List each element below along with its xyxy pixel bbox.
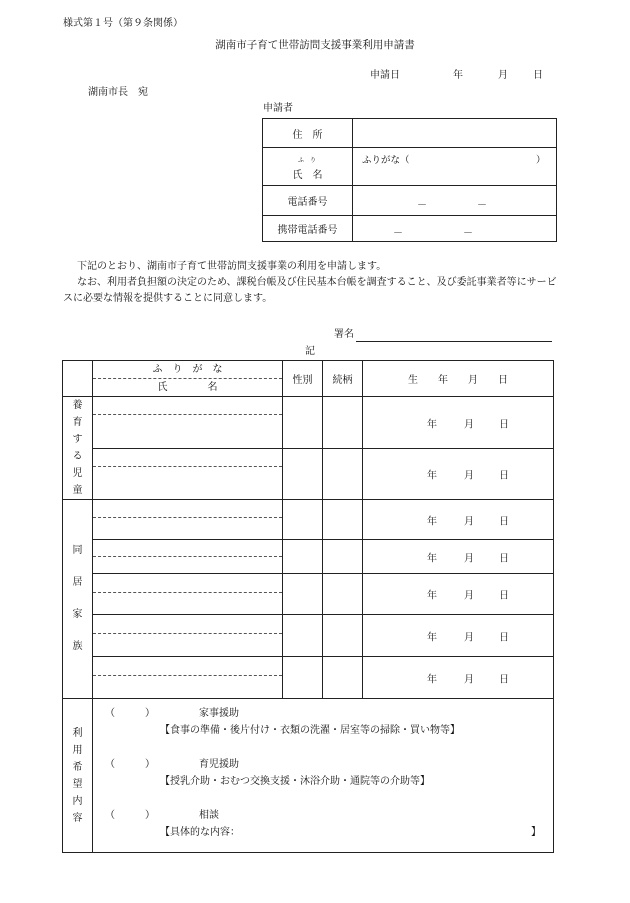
name-label: 氏 名 bbox=[292, 170, 323, 181]
usage-item2-checkbox[interactable]: （ ） bbox=[105, 759, 155, 770]
usage-item1-detail: 【食事の準備・後片付け・衣類の洗濯・居室等の掃除・買い物等】 bbox=[160, 725, 460, 736]
family-name-cell-2[interactable] bbox=[93, 540, 283, 574]
members-table bbox=[62, 360, 554, 853]
application-date-label: 申請日 bbox=[370, 70, 400, 81]
family-name-cell-5[interactable] bbox=[93, 657, 283, 699]
header-name: 氏 名 bbox=[157, 382, 218, 393]
addressee: 湖南市長 宛 bbox=[88, 87, 148, 98]
usage-item2-label: 育児援助 bbox=[199, 759, 239, 770]
child-name-cell-1[interactable] bbox=[93, 397, 283, 449]
name-field[interactable] bbox=[353, 148, 557, 186]
family-relation-3[interactable] bbox=[323, 574, 363, 615]
month-label: 月 bbox=[464, 419, 474, 430]
day-label: 日 bbox=[499, 674, 509, 685]
family-sex-4[interactable] bbox=[283, 615, 323, 657]
usage-item3-label: 相談 bbox=[199, 810, 219, 821]
month-label: 月 bbox=[464, 470, 474, 482]
year-label: 年 bbox=[427, 674, 437, 685]
applicant-table bbox=[262, 118, 557, 242]
address-field[interactable] bbox=[353, 119, 557, 148]
mobile-label: 携帯電話番号 bbox=[263, 216, 353, 242]
usage-item1-checkbox[interactable]: （ ） bbox=[105, 708, 155, 719]
phone-field[interactable] bbox=[353, 186, 557, 216]
month-label: 月 bbox=[464, 674, 474, 685]
name-label-cell bbox=[263, 148, 353, 186]
family-name-cell-1[interactable] bbox=[93, 500, 283, 540]
document-title: 湖南市子育て世帯訪問支援事業利用申請書 bbox=[215, 39, 415, 51]
usage-item3-close: 】 bbox=[531, 827, 541, 838]
date-month-label: 月 bbox=[498, 70, 508, 81]
header-relation: 続柄 bbox=[323, 361, 363, 397]
family-birth-2[interactable] bbox=[363, 540, 554, 574]
phone-dash-2: － bbox=[477, 200, 487, 211]
mobile-dash-1: － bbox=[393, 228, 403, 239]
child-sex-2[interactable] bbox=[283, 449, 323, 500]
declaration-line-2: なお、利用者負担額の決定のため、課税台帳及び住民基本台帳を調査すること、及び委託事業者等にサービスに必要な情報を提供することに同意します。 bbox=[63, 277, 557, 304]
family-relation-2[interactable] bbox=[323, 540, 363, 574]
header-sex: 性別 bbox=[283, 361, 323, 397]
family-relation-4[interactable] bbox=[323, 615, 363, 657]
usage-item1-label: 家事援助 bbox=[199, 708, 239, 719]
header-birth: 生 年 月 日 bbox=[363, 361, 554, 397]
child-name-cell-2[interactable] bbox=[93, 449, 283, 500]
header-name-cell bbox=[93, 361, 283, 397]
month-label: 月 bbox=[464, 516, 474, 527]
family-relation-1[interactable] bbox=[323, 500, 363, 540]
mobile-dash-2: － bbox=[463, 228, 473, 239]
form-number-label: 様式第１号（第９条関係） bbox=[63, 18, 183, 29]
year-label: 年 bbox=[427, 632, 437, 643]
child-sex-1[interactable] bbox=[283, 397, 323, 449]
address-label: 住 所 bbox=[263, 119, 353, 148]
year-label: 年 bbox=[427, 516, 437, 527]
usage-section-text: 利用希望内容 bbox=[72, 727, 83, 824]
phone-label: 電話番号 bbox=[263, 186, 353, 216]
phone-dash-1: － bbox=[417, 200, 427, 211]
month-label: 月 bbox=[464, 553, 474, 564]
day-label: 日 bbox=[499, 516, 509, 527]
day-label: 日 bbox=[499, 470, 509, 482]
family-birth-1[interactable] bbox=[363, 500, 554, 540]
family-relation-5[interactable] bbox=[323, 657, 363, 699]
year-label: 年 bbox=[427, 590, 437, 602]
signature-line[interactable] bbox=[356, 341, 552, 342]
family-birth-3[interactable] bbox=[363, 574, 554, 615]
child-birth-1[interactable] bbox=[363, 397, 554, 449]
child-relation-1[interactable] bbox=[323, 397, 363, 449]
family-sex-1[interactable] bbox=[283, 500, 323, 540]
family-sex-2[interactable] bbox=[283, 540, 323, 574]
family-name-cell-4[interactable] bbox=[93, 615, 283, 657]
family-name-cell-3[interactable] bbox=[93, 574, 283, 615]
applicant-label: 申請者 bbox=[263, 103, 293, 114]
signature-label: 署名 bbox=[334, 329, 354, 340]
child-birth-2[interactable] bbox=[363, 449, 554, 500]
day-label: 日 bbox=[499, 419, 509, 430]
usage-item2-detail: 【授乳介助・おむつ交換支援・沐浴介助・通院等の介助等】 bbox=[160, 776, 430, 787]
furigana-label: ふりがな（ bbox=[362, 155, 410, 166]
day-label: 日 bbox=[499, 590, 509, 602]
date-day-label: 日 bbox=[533, 70, 543, 81]
family-sex-3[interactable] bbox=[283, 574, 323, 615]
child-section-text: 養育する児童 bbox=[72, 400, 83, 496]
usage-item3-detail[interactable]: 【具体的な内容： bbox=[160, 827, 240, 838]
ki-label: 記 bbox=[305, 346, 315, 357]
family-section-label bbox=[63, 500, 93, 699]
year-label: 年 bbox=[427, 470, 437, 482]
mobile-field[interactable] bbox=[353, 216, 557, 242]
day-label: 日 bbox=[499, 632, 509, 643]
family-birth-4[interactable] bbox=[363, 615, 554, 657]
usage-section-label bbox=[63, 699, 93, 853]
family-section-text: 同居家族 bbox=[72, 545, 83, 652]
header-corner bbox=[63, 361, 93, 397]
declaration-line-1: 下記のとおり、湖南市子育て世帯訪問支援事業の利用を申請します。 bbox=[77, 261, 387, 272]
header-furigana: ふ り が な bbox=[93, 361, 282, 379]
name-ruby: ふ り bbox=[298, 157, 317, 164]
usage-item3-checkbox[interactable]: （ ） bbox=[105, 810, 155, 821]
furigana-close: ） bbox=[536, 155, 546, 166]
usage-content-cell bbox=[93, 699, 554, 853]
child-relation-2[interactable] bbox=[323, 449, 363, 500]
year-label: 年 bbox=[427, 553, 437, 564]
day-label: 日 bbox=[499, 553, 509, 564]
child-section-label bbox=[63, 397, 93, 500]
month-label: 月 bbox=[464, 632, 474, 643]
family-sex-5[interactable] bbox=[283, 657, 323, 699]
date-year-label: 年 bbox=[453, 70, 463, 81]
family-birth-5[interactable] bbox=[363, 657, 554, 699]
month-label: 月 bbox=[464, 590, 474, 602]
year-label: 年 bbox=[427, 419, 437, 430]
